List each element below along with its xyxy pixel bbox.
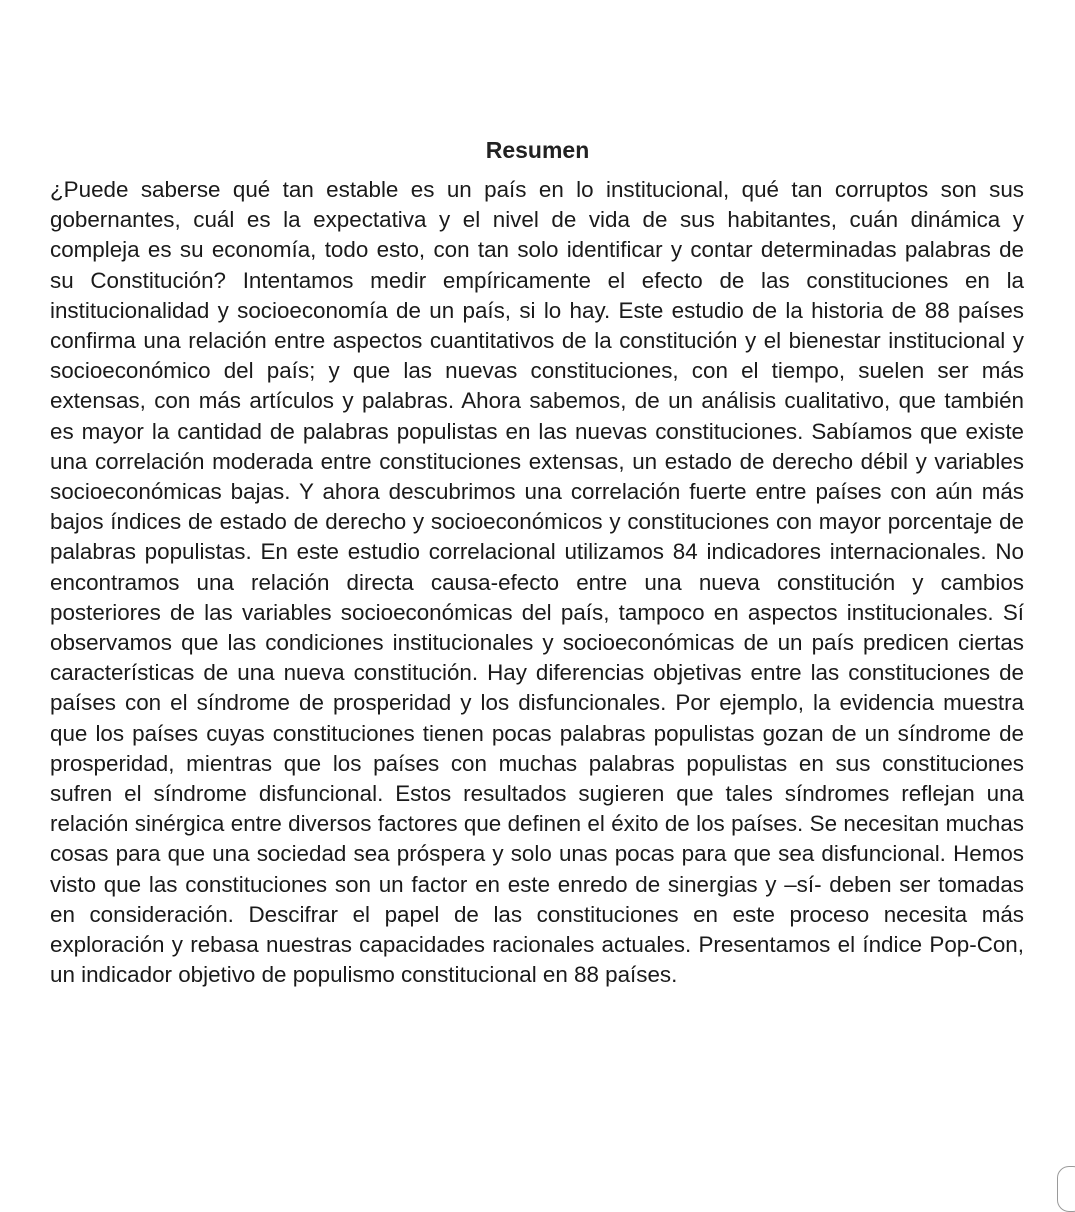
- page-corner-handle: [1057, 1166, 1075, 1212]
- section-heading: Resumen: [485, 137, 590, 164]
- abstract-paragraph: ¿Puede saberse qué tan estable es un país en lo institucional, qué tan corruptos son sus gobernantes, cuál es la expectativa y el nivel de vida de sus habitantes, cuán dinámica y compleja es su economía, todo esto, con tan solo identificar y contar determinadas palabras de su Constitución? Intentamos medir empíricamente el efecto de las constituciones en la institucionalidad y socioeconomía de un país, si lo hay. Este estudio de la historia de 88 países confirma una relación entre aspectos cuantitativos de la constitución y el bienestar institucional y socioeconómico del país; y que las nuevas constituciones, con el tiempo, suelen ser más extensas, con más artículos y palabras. Ahora sabemos, de un análisis cualitativo, que también es mayor la cantidad de palabras populistas en las nuevas constituciones. Sabíamos que existe una correlación moderada entre constituciones extensas, un estado de derecho débil y variables socioeconómicas bajas. Y ahora descubrimos una correlación fuerte entre países con aún más bajos índices de estado de derecho y socioeconómicos y constituciones con mayor porcentaje de palabras populistas. En este estudio correlacional utilizamos 84 indicadores internacionales. No encontramos una relación directa causa-efecto entre una nueva constitución y cambios posteriores de las variables socioeconómicas del país, tampoco en aspectos institucionales. Sí observamos que las condiciones institucionales y socioeconómicas de un país predicen ciertas características de una nueva constitución. Hay diferencias objetivas entre las constituciones de países con el síndrome de prosperidad y los disfuncionales. Por ejemplo, la evidencia muestra que los países cuyas constituciones tienen pocas palabras populistas gozan de un síndrome de prosperidad, mientras que los países con muchas palabras populistas en sus constituciones sufren el síndrome disfuncional. Estos resultados sugieren que tales síndromes reflejan una relación sinérgica entre diversos factores que definen el éxito de los países. Se necesitan muchas cosas para que una sociedad sea próspera y solo unas pocas para que sea disfuncional. Hemos visto que las constituciones son un factor en este enredo de sinergias y –sí- deben ser tomadas en consideración. Descifrar el papel de las constituciones en este proceso necesita más exploración y rebasa nuestras capacidades racionales actuales. Presentamos el índice Pop-Con, un indicador objetivo de populismo constitucional en 88 países.: [50, 177, 1024, 988]
